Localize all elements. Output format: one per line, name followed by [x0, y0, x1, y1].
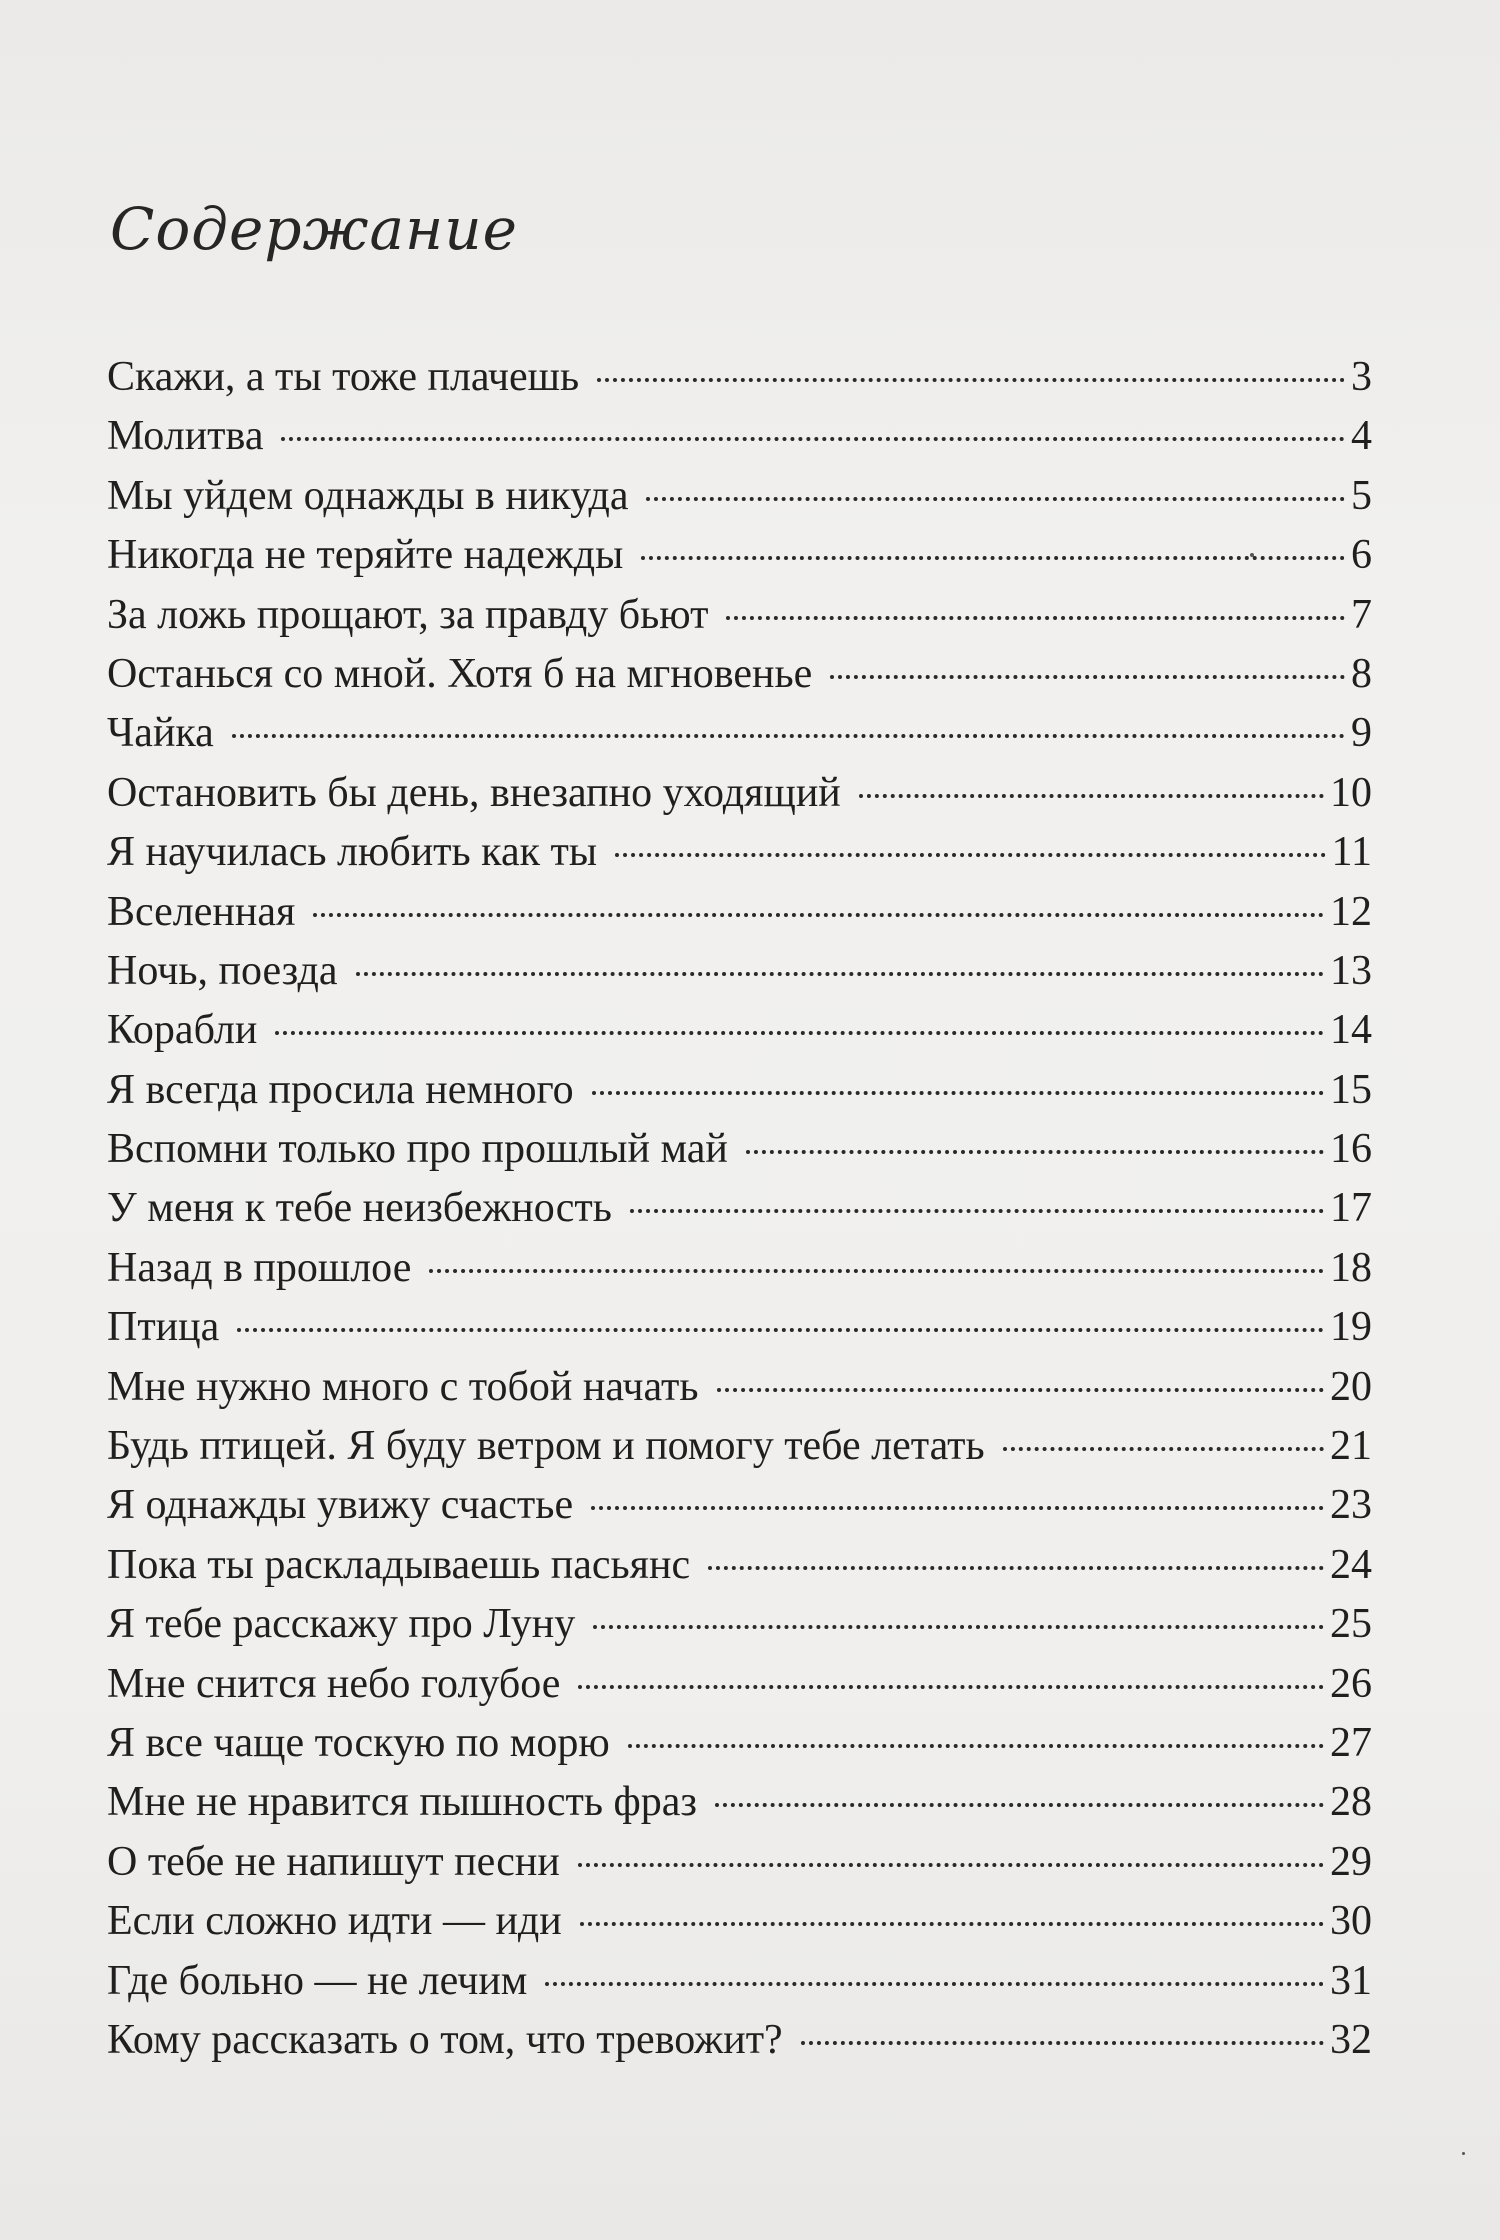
toc-entry-page-number: 14: [1330, 1007, 1372, 1054]
dot-leader: [232, 734, 1345, 738]
toc-entry: [107, 1897, 1372, 1956]
toc-entry-page-number: 20: [1330, 1363, 1372, 1410]
toc-entry-title: Корабли: [107, 1007, 258, 1054]
toc-entry-title: Никогда не теряйте надежды: [107, 532, 624, 579]
dust-speck: [1462, 2152, 1465, 2155]
toc-entry: [107, 1600, 1372, 1659]
toc-entry: [107, 472, 1372, 531]
toc-entry-title: Скажи, а ты тоже плачешь: [107, 354, 580, 400]
dot-leader: [628, 1744, 1324, 1748]
toc-entry: [107, 828, 1372, 887]
toc-entry-page-number: 24: [1330, 1541, 1372, 1588]
toc-entry-title: Будь птицей. Я буду ветром и помогу тебе летать: [107, 1423, 985, 1470]
toc-entry-title: Я всегда просила немного: [107, 1066, 574, 1113]
toc-entry-title: Я научилась любить как ты: [107, 829, 598, 876]
toc-entry: [107, 1719, 1372, 1778]
dot-leader: [708, 1566, 1324, 1570]
toc-entry-title: Молитва: [107, 413, 264, 460]
toc-entry-page-number: 27: [1330, 1719, 1372, 1766]
dust-speck: [1250, 553, 1254, 557]
dot-leader: [545, 1982, 1324, 1986]
toc-entry: [107, 531, 1372, 590]
toc-entry-title: Чайка: [107, 710, 214, 757]
toc-entry: [107, 1957, 1372, 2016]
toc-entry-page-number: 21: [1330, 1423, 1372, 1470]
dot-leader: [580, 1922, 1324, 1926]
toc-entry-title: Мне не нравится пышность фраз: [107, 1779, 697, 1826]
toc-entry: [107, 888, 1372, 947]
dot-leader: [615, 853, 1325, 857]
toc-entry-page-number: 17: [1330, 1185, 1372, 1232]
dot-leader: [859, 794, 1324, 798]
toc-entry-title: Остановить бы день, внезапно уходящий: [107, 769, 841, 816]
toc-entry-page-number: 6: [1351, 532, 1372, 579]
toc-entry-title: О тебе не напишут песни: [107, 1838, 560, 1885]
toc-entry-page-number: 23: [1330, 1482, 1372, 1529]
dot-leader: [578, 1863, 1324, 1867]
toc-entry: [107, 1778, 1372, 1837]
toc-entry-page-number: 9: [1351, 710, 1372, 757]
toc-entry: [107, 1125, 1372, 1184]
toc-entry: [107, 1066, 1372, 1125]
toc-entry-page-number: 10: [1330, 769, 1372, 816]
toc-entry-page-number: 19: [1330, 1304, 1372, 1351]
toc-entry-title: Если сложно идти — иди: [107, 1898, 562, 1945]
toc-entry-page-number: 30: [1330, 1898, 1372, 1945]
toc-entry-page-number: 4: [1351, 413, 1372, 460]
toc-entry: [107, 769, 1372, 828]
toc-entry: [107, 1363, 1372, 1422]
toc-entry-title: Я однажды увижу счастье: [107, 1482, 574, 1529]
dot-leader: [578, 1685, 1324, 1689]
dot-leader: [281, 437, 1345, 441]
toc-entry: [107, 1422, 1372, 1481]
toc-entry-title: Мне снится небо голубое: [107, 1660, 561, 1707]
toc-entry-page-number: 5: [1351, 472, 1372, 519]
toc-entry-title: Останься со мной. Хотя б на мгновенье: [107, 650, 813, 697]
toc-entry: [107, 412, 1372, 471]
toc-entry-page-number: 25: [1330, 1601, 1372, 1648]
dot-leader: [646, 497, 1345, 501]
toc-entry-title: Мне нужно много с тобой начать: [107, 1363, 699, 1410]
toc-entry-page-number: 31: [1330, 1957, 1372, 2004]
toc-entry-title: Назад в прошлое: [107, 1244, 412, 1291]
dot-leader: [717, 1388, 1324, 1392]
toc-entry: [107, 353, 1372, 412]
toc-entry: [107, 2016, 1372, 2075]
toc-entry: [107, 650, 1372, 709]
toc-entry-title: Мы уйдем однажды в никуда: [107, 472, 629, 519]
dot-leader: [597, 378, 1345, 382]
dot-leader: [313, 913, 1324, 917]
dot-leader: [746, 1150, 1324, 1154]
toc-entry-page-number: 16: [1330, 1126, 1372, 1173]
toc-entry: [107, 1660, 1372, 1719]
dot-leader: [237, 1328, 1324, 1332]
toc-entry-title: Птица: [107, 1304, 220, 1351]
dot-leader: [726, 616, 1345, 620]
dot-leader: [1003, 1447, 1324, 1451]
toc-entry: [107, 1184, 1372, 1243]
toc-entry-page-number: 13: [1330, 947, 1372, 994]
toc-entry-page-number: 7: [1351, 591, 1372, 638]
toc-entry-title: Я тебе расскажу про Луну: [107, 1601, 576, 1648]
toc-entry-page-number: 26: [1330, 1660, 1372, 1707]
dot-leader: [801, 2041, 1324, 2045]
toc-entry-title: Кому рассказать о том, что тревожит?: [107, 2016, 783, 2063]
toc-entry-page-number: 12: [1330, 888, 1372, 935]
toc-entry-title: Вселенная: [107, 888, 296, 935]
dot-leader: [591, 1506, 1324, 1510]
dot-leader: [830, 675, 1345, 679]
toc-entry: [107, 947, 1372, 1006]
toc-entry: [107, 1244, 1372, 1303]
dot-leader: [630, 1209, 1324, 1213]
toc-entry-page-number: 8: [1351, 650, 1372, 697]
toc-entry-page-number: 3: [1351, 354, 1372, 400]
toc-entry-title: Где больно — не лечим: [107, 1957, 528, 2004]
dot-leader: [592, 1091, 1324, 1095]
dot-leader: [356, 972, 1324, 976]
toc-entry: [107, 1838, 1372, 1897]
dot-leader: [275, 1031, 1324, 1035]
toc-entry-title: Ночь, поезда: [107, 947, 338, 994]
toc-entry-title: Я все чаще тоскую по морю: [107, 1719, 610, 1766]
toc-entry-page-number: 32: [1330, 2016, 1372, 2063]
table-of-contents: [107, 353, 1372, 2075]
toc-entry-page-number: 29: [1330, 1838, 1372, 1885]
toc-entry: [107, 1541, 1372, 1600]
dot-leader: [641, 556, 1345, 560]
toc-entry: [107, 1303, 1372, 1362]
toc-entry-title: Пока ты раскладываешь пасьянс: [107, 1541, 691, 1588]
toc-entry-title: У меня к тебе неизбежность: [107, 1185, 612, 1232]
toc-heading: Содержание: [110, 195, 518, 263]
toc-entry-page-number: 15: [1330, 1066, 1372, 1113]
toc-entry-title: За ложь прощают, за правду бьют: [107, 591, 709, 638]
toc-entry: [107, 591, 1372, 650]
toc-entry-page-number: 28: [1330, 1779, 1372, 1826]
toc-entry-page-number: 18: [1330, 1244, 1372, 1291]
toc-entry: [107, 1006, 1372, 1065]
dot-leader: [593, 1625, 1324, 1629]
toc-entry: [107, 1481, 1372, 1540]
toc-entry-title: Вспомни только про прошлый май: [107, 1126, 728, 1173]
toc-entry-page-number: 11: [1331, 829, 1372, 876]
dot-leader: [715, 1803, 1324, 1807]
toc-entry: [107, 709, 1372, 768]
dot-leader: [429, 1269, 1324, 1273]
